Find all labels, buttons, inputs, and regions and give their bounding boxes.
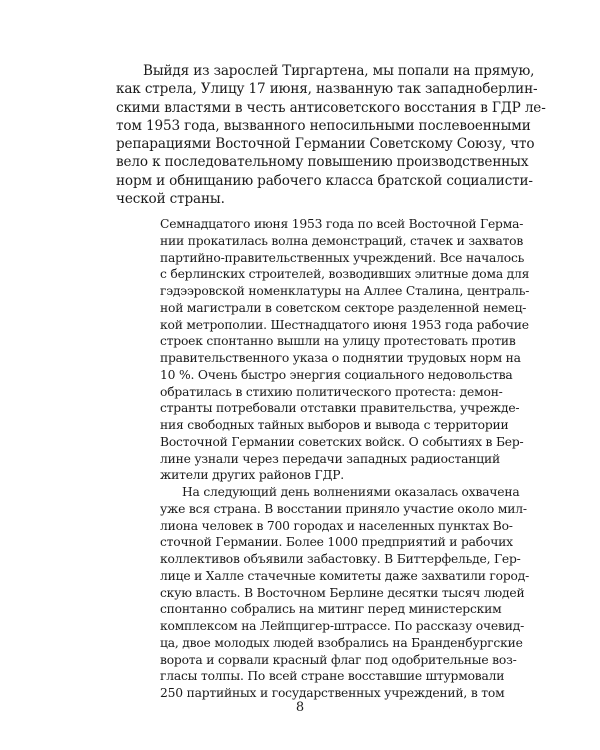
- quote-line: скую власть. В Восточном Берлине десятки тысяч людей: [160, 585, 525, 600]
- quote-line: жители других районов ГДР.: [160, 468, 345, 483]
- quote-line: кой метрополии. Шестнадцатого июня 1953 года рабочие: [160, 317, 529, 332]
- quote-line: спонтанно собрались на митинг перед министерским: [160, 602, 502, 617]
- text-line: как стрела, Улицу 17 июня, названную так западноберлин-: [116, 81, 538, 98]
- quote-line: партийно-правительственных учреждений. Все началось: [160, 250, 525, 265]
- quote-line: ния свободных тайных выборов и вывода с территории: [160, 418, 509, 432]
- quote-line: уже вся страна. В восстании приняло участие около мил-: [160, 501, 527, 516]
- quote-line: с берлинских строителей, возводивших элитные дома для: [160, 267, 530, 282]
- quote-line: сточной Германии. Более 1000 предприятий и рабочих: [160, 535, 513, 550]
- quote-line: 250 партийных и государственных учреждений, в том: [160, 686, 505, 700]
- text-line: ческой страны.: [116, 191, 225, 208]
- quote-line: Семнадцатого июня 1953 года по всей Восточной Герма-: [160, 217, 524, 231]
- page-number: 8: [295, 700, 305, 715]
- quote-line: обратилась в стихию политического протеста: демон-: [160, 384, 503, 399]
- quote-line: нии прокатилась волна демонстраций, стачек и захватов: [160, 233, 524, 248]
- quote-line: лине узнали через передачи западных радиостанций: [160, 451, 500, 466]
- quote-line: ной магистрали в советском секторе разделенной немец-: [160, 300, 527, 315]
- text-line: вело к последовательному повышению производственных: [116, 154, 529, 171]
- quote-line: ворота и сорвали красный флаг под одобрительные воз-: [160, 652, 517, 667]
- quote-line: странты потребовали отставки правительства, учрежде-: [160, 401, 520, 416]
- quote-line: гэдээровской номенклатуры на Аллее Сталина, централь-: [160, 284, 530, 298]
- main-paragraph: [116, 62, 546, 208]
- quote-line: коллективов объявили забастовку. В Биттерфельде, Гер-: [160, 552, 521, 566]
- text-line: том 1953 года, вызванного непосильными послевоенными: [116, 117, 531, 134]
- quote-line: строек спонтанно вышли на улицу протестовать против: [160, 334, 516, 349]
- text-line: скими властями в честь антисоветского восстания в ГДР ле-: [116, 99, 546, 116]
- text-line: норм и обнищанию рабочего класса братской социалисти-: [116, 172, 533, 189]
- quote-line: гласы толпы. По всей стране восставшие штурмовали: [160, 669, 505, 684]
- quote-line: лице и Халле стачечные комитеты даже захватили город-: [160, 568, 530, 583]
- quote-line: Восточной Германии советских войск. О событиях в Бер-: [160, 434, 524, 449]
- quote-line: лиона человек в 700 городах и населенных пунктах Во-: [160, 518, 513, 533]
- block-quote: [160, 216, 530, 702]
- quote-line: 10 %. Очень быстро энергия социального недовольства: [160, 367, 513, 382]
- quote-line: На следующий день волнениями оказалась охвачена: [182, 485, 520, 499]
- quote-line: правительственного указа о поднятии трудовых норм на: [160, 351, 521, 365]
- quote-line: комплексом на Лейпцигер-штрассе. По рассказу очевид-: [160, 619, 525, 633]
- quote-line: ца, двое молодых людей взобрались на Бранденбургские: [160, 635, 523, 650]
- text-line: Выйдя из зарослей Тиргартена, мы попали на прямую,: [143, 63, 535, 79]
- text-line: репарациями Восточной Германии Советскому Союзу, что: [116, 136, 535, 153]
